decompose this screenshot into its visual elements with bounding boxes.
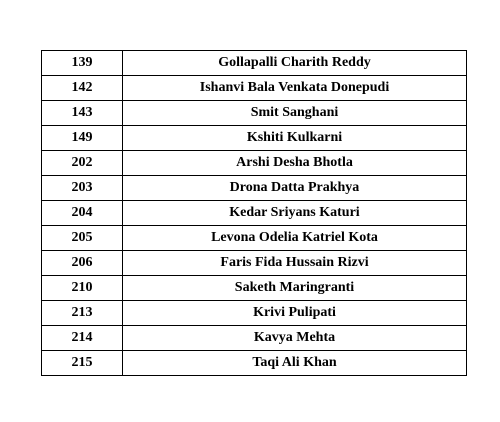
roll-number-cell: 143 — [42, 101, 123, 126]
roster-table-body — [42, 51, 467, 376]
table-row — [42, 176, 467, 201]
roll-number-cell: 213 — [42, 301, 123, 326]
student-name-cell: Drona Datta Prakhya — [123, 176, 467, 201]
roll-number-cell: 214 — [42, 326, 123, 351]
student-name-cell: Faris Fida Hussain Rizvi — [123, 251, 467, 276]
table-row — [42, 126, 467, 151]
roll-number-cell: 149 — [42, 126, 123, 151]
roll-number-cell: 202 — [42, 151, 123, 176]
student-name-cell: Arshi Desha Bhotla — [123, 151, 467, 176]
table-row — [42, 226, 467, 251]
student-name-cell: Levona Odelia Katriel Kota — [123, 226, 467, 251]
student-name-cell: Krivi Pulipati — [123, 301, 467, 326]
student-name-cell: Kavya Mehta — [123, 326, 467, 351]
roll-number-cell: 215 — [42, 351, 123, 376]
roll-number-cell: 206 — [42, 251, 123, 276]
table-row — [42, 151, 467, 176]
student-name-cell: Ishanvi Bala Venkata Donepudi — [123, 76, 467, 101]
table-row — [42, 276, 467, 301]
roll-number-cell: 210 — [42, 276, 123, 301]
table-row — [42, 201, 467, 226]
student-name-cell: Taqi Ali Khan — [123, 351, 467, 376]
roll-number-cell: 204 — [42, 201, 123, 226]
table-row — [42, 251, 467, 276]
roll-number-cell: 142 — [42, 76, 123, 101]
student-name-cell: Gollapalli Charith Reddy — [123, 51, 467, 76]
table-row — [42, 301, 467, 326]
student-name-cell: Kedar Sriyans Katuri — [123, 201, 467, 226]
roll-number-cell: 203 — [42, 176, 123, 201]
roll-number-cell: 139 — [42, 51, 123, 76]
table-row — [42, 101, 467, 126]
roster-table — [41, 50, 467, 376]
student-name-cell: Saketh Maringranti — [123, 276, 467, 301]
table-row — [42, 351, 467, 376]
table-row — [42, 326, 467, 351]
table-row — [42, 51, 467, 76]
student-name-cell: Kshiti Kulkarni — [123, 126, 467, 151]
table-row — [42, 76, 467, 101]
student-name-cell: Smit Sanghani — [123, 101, 467, 126]
roll-number-cell: 205 — [42, 226, 123, 251]
